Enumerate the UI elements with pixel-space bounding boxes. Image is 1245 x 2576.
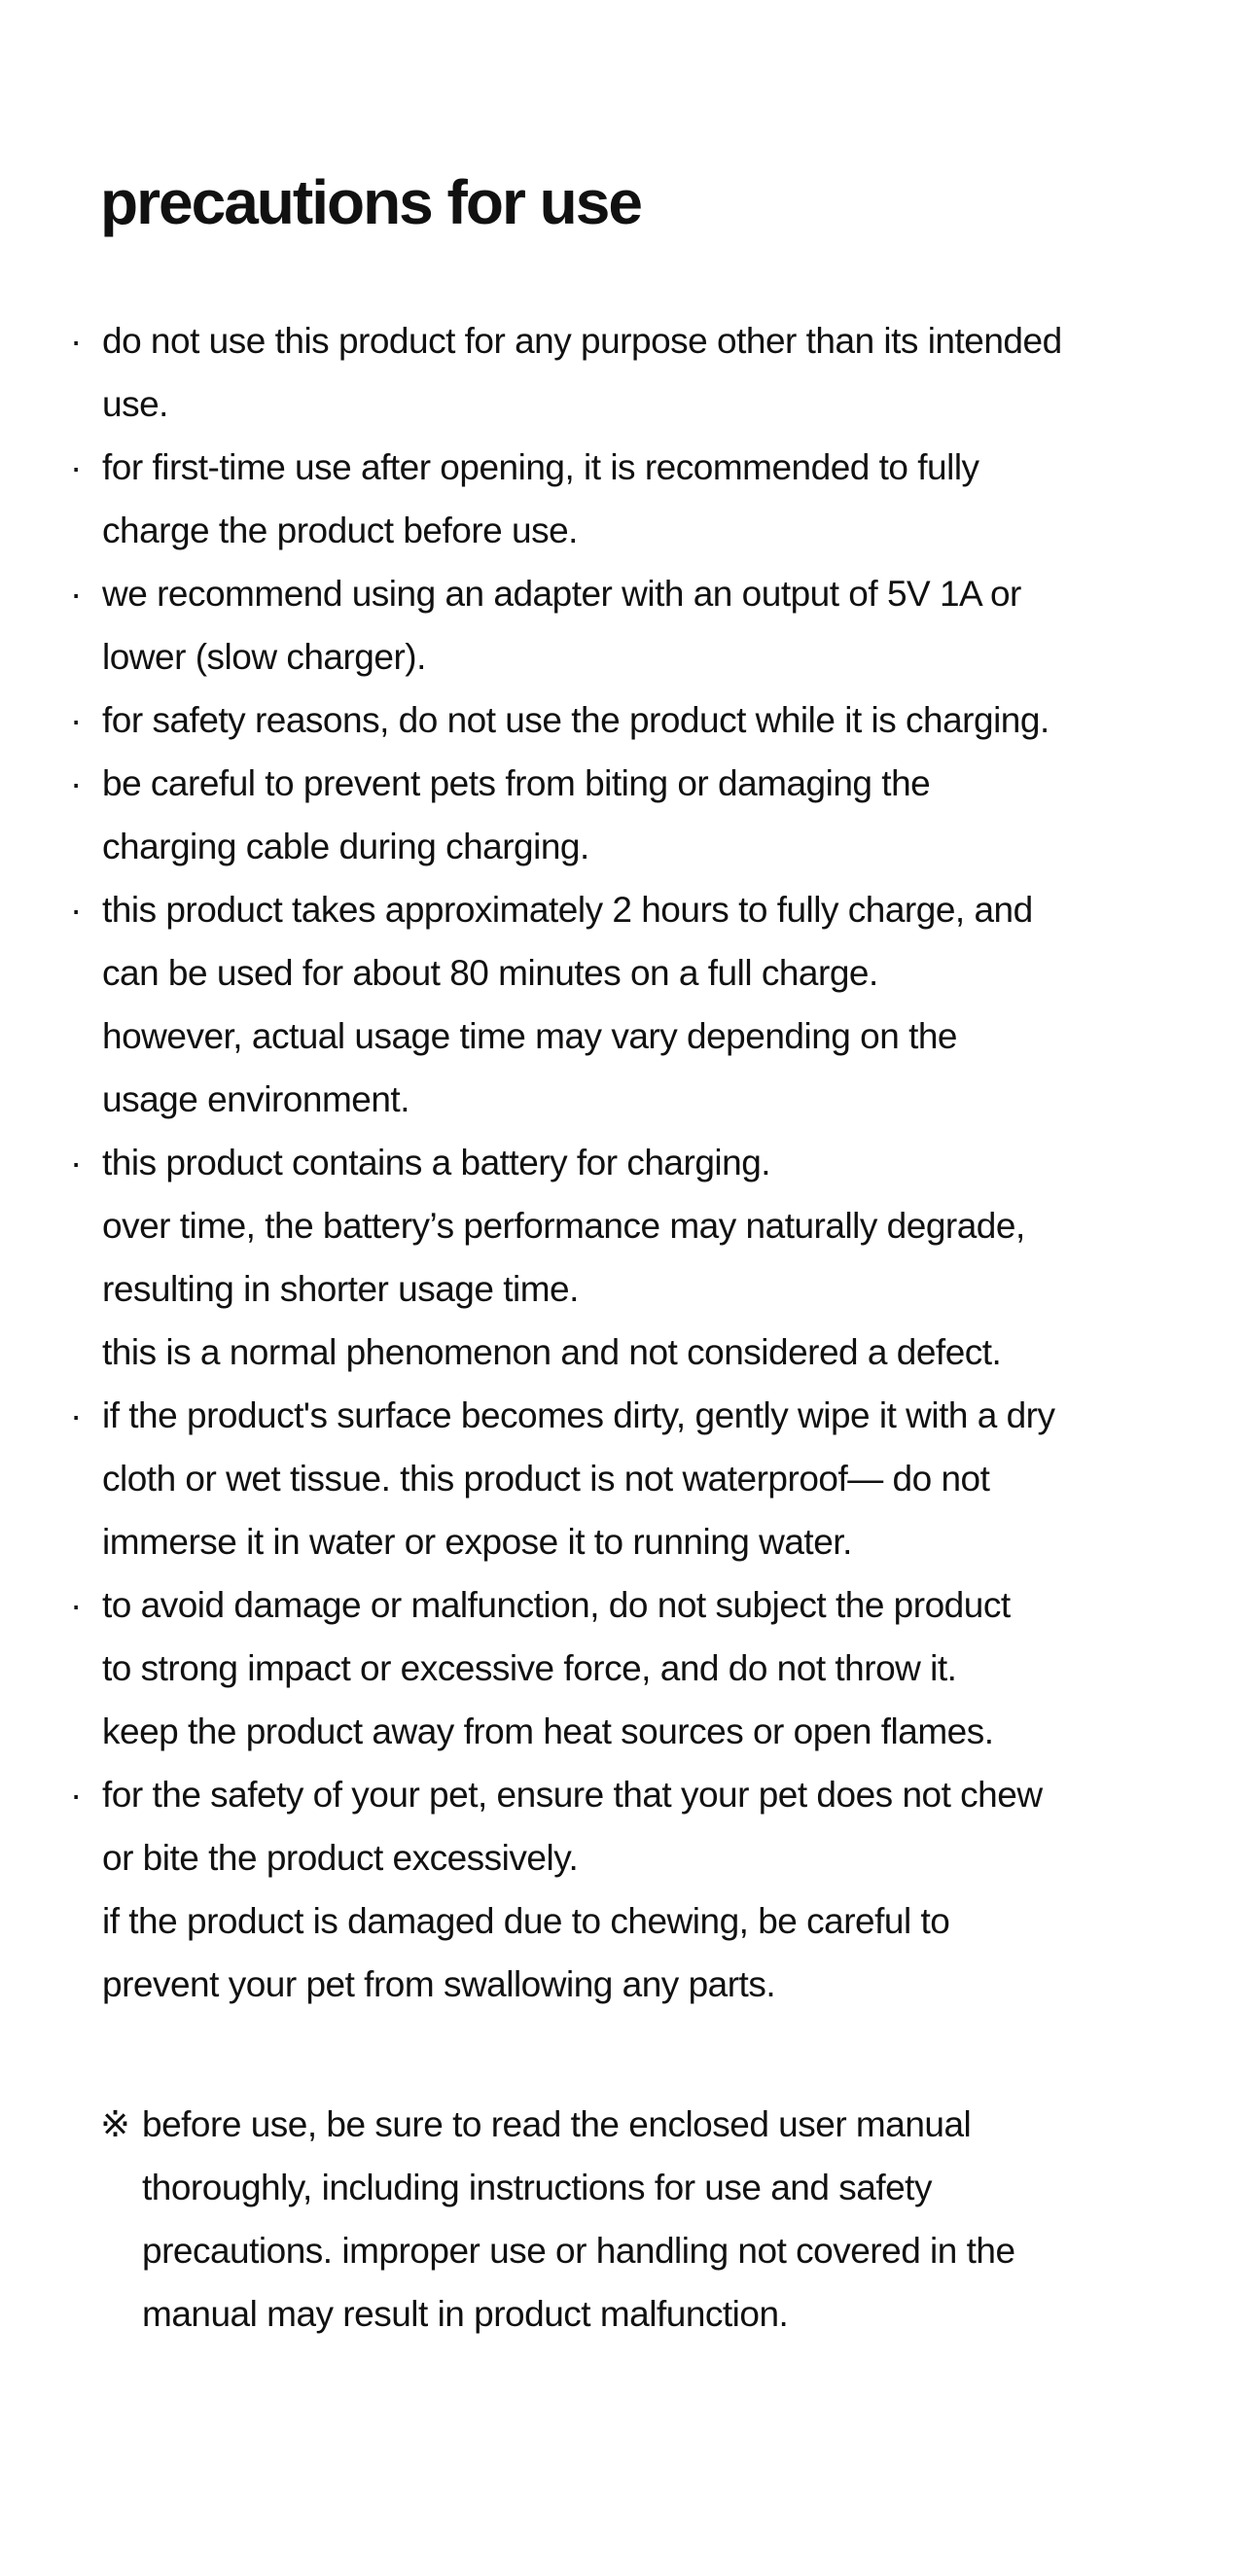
item-text-line: for the safety of your pet, ensure that your pet does not chew	[102, 1775, 1043, 1815]
bullet-icon: ·	[70, 1395, 82, 1435]
item-text-line: we recommend using an adapter with an output of 5V 1A or	[102, 574, 1021, 614]
item-text-line: if the product is damaged due to chewing, be careful to	[102, 1901, 950, 1941]
notice-text-line: manual may result in product malfunction.	[142, 2294, 789, 2334]
item-text-line: if the product's surface becomes dirty, gently wipe it with a dry	[102, 1395, 1055, 1435]
item-text-line: do not use this product for any purpose other than its intended	[102, 321, 1062, 361]
item-text-line: cloth or wet tissue. this product is not waterproof— do not	[102, 1459, 990, 1499]
item-text-line: immerse it in water or expose it to running water.	[102, 1522, 852, 1562]
bullet-icon: ·	[70, 447, 82, 487]
notice-text-line: thoroughly, including instructions for use and safety	[142, 2168, 932, 2207]
precautions-list	[70, 309, 1159, 2016]
list-item	[70, 752, 1159, 878]
bullet-icon: ·	[70, 700, 82, 740]
list-item	[70, 1573, 1159, 1763]
list-item	[70, 1131, 1159, 1384]
item-text-line: to avoid damage or malfunction, do not subject the product	[102, 1585, 1011, 1625]
notice-text	[100, 2093, 1141, 2346]
notice-text-line: before use, be sure to read the enclosed user manual	[142, 2104, 972, 2144]
manual-notice	[100, 2093, 1141, 2346]
item-text-line: charge the product before use.	[102, 511, 578, 550]
item-text-line: for safety reasons, do not use the product while it is charging.	[102, 700, 1049, 740]
item-text-line: to strong impact or excessive force, and do not throw it.	[102, 1648, 957, 1688]
page-title: precautions for use	[100, 167, 641, 237]
list-item	[70, 1763, 1159, 2016]
item-text-line: this is a normal phenomenon and not considered a defect.	[102, 1332, 1002, 1372]
item-text-line: resulting in shorter usage time.	[102, 1269, 579, 1309]
item-text-line: however, actual usage time may vary depending on the	[102, 1016, 958, 1056]
bullet-icon: ·	[70, 1585, 82, 1625]
list-item	[70, 562, 1159, 688]
item-text-line: this product takes approximately 2 hours to fully charge, and	[102, 890, 1033, 930]
item-text-line: can be used for about 80 minutes on a full charge.	[102, 953, 878, 993]
item-text-line: keep the product away from heat sources or open flames.	[102, 1711, 994, 1751]
bullet-icon: ·	[70, 1143, 82, 1182]
item-text-line: prevent your pet from swallowing any parts.	[102, 1964, 776, 2004]
item-text-line: or bite the product excessively.	[102, 1838, 579, 1878]
item-text-line: usage environment.	[102, 1079, 409, 1119]
list-item	[70, 688, 1159, 752]
list-item	[70, 1384, 1159, 1573]
item-text-line: lower (slow charger).	[102, 637, 426, 677]
item-text-line: charging cable during charging.	[102, 827, 589, 866]
reference-mark-icon: ※	[100, 2104, 130, 2144]
item-text-line: for first-time use after opening, it is recommended to fully	[102, 447, 979, 487]
item-text-line: over time, the battery’s performance may naturally degrade,	[102, 1206, 1025, 1246]
list-item	[70, 878, 1159, 1131]
item-text-line: be careful to prevent pets from biting or damaging the	[102, 763, 931, 803]
list-item	[70, 309, 1159, 436]
item-text-line: use.	[102, 384, 168, 424]
bullet-icon: ·	[70, 321, 82, 361]
notice-text-line: precautions. improper use or handling not covered in the	[142, 2231, 1015, 2271]
bullet-icon: ·	[70, 763, 82, 803]
bullet-icon: ·	[70, 574, 82, 614]
bullet-icon: ·	[70, 1775, 82, 1815]
bullet-icon: ·	[70, 890, 82, 930]
list-item	[70, 436, 1159, 562]
item-text-line: this product contains a battery for charging.	[102, 1143, 771, 1182]
